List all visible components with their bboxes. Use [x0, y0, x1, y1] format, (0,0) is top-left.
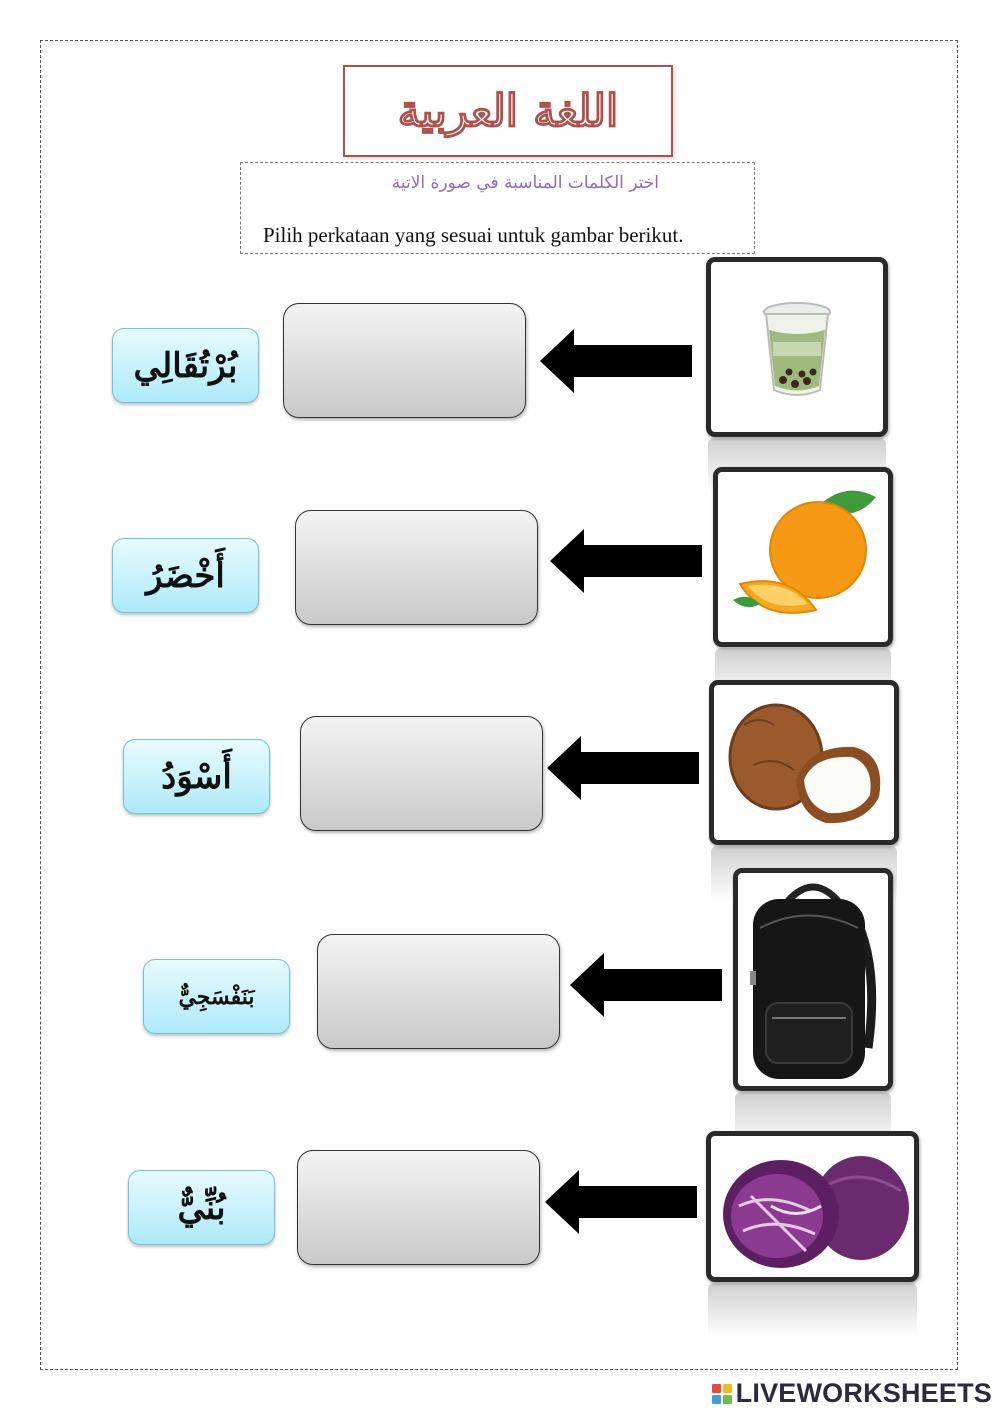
footer-brand-text: LIVEWORKSHEETS	[735, 1378, 992, 1408]
instruction-malay: Pilih perkataan yang sesuai untuk gambar berikut.	[263, 223, 684, 247]
word-card-3[interactable]	[123, 739, 270, 814]
orange-fruit-icon	[718, 472, 888, 642]
logo-grid-icon	[712, 1384, 732, 1404]
answer-drop-box-5[interactable]	[297, 1150, 540, 1265]
answer-drop-box-4[interactable]	[317, 934, 560, 1049]
title-box	[343, 65, 673, 157]
answer-drop-box-1[interactable]	[283, 303, 526, 418]
picture-frame-2	[713, 467, 893, 647]
word-card-2[interactable]	[112, 538, 259, 613]
left-arrow-icon	[545, 1170, 697, 1234]
black-backpack-icon	[738, 873, 888, 1086]
picture-frame-4	[733, 868, 893, 1091]
left-arrow-icon	[547, 736, 699, 800]
picture-frame-5	[706, 1131, 919, 1282]
answer-drop-box-3[interactable]	[300, 716, 543, 831]
word-card-5[interactable]	[128, 1170, 275, 1245]
word-label: أَخْضَرُ	[146, 555, 225, 596]
instruction-arabic: اختر الكلمات المناسبة في صورة الاتية	[391, 173, 659, 193]
page-title: اللغة العربية	[397, 85, 619, 137]
word-label: أَسْوَدُ	[161, 756, 232, 797]
left-arrow-icon	[570, 953, 722, 1017]
picture-frame-1	[706, 257, 888, 437]
word-card-4[interactable]	[143, 959, 290, 1034]
word-card-1[interactable]	[112, 328, 259, 403]
word-label: بَنَفْسَجِيٌّ	[178, 983, 255, 1010]
picture-frame-3	[709, 680, 899, 845]
left-arrow-icon	[550, 529, 702, 593]
liveworksheets-logo	[712, 1378, 992, 1409]
answer-drop-box-2[interactable]	[295, 510, 538, 625]
bubble-tea-cup-icon	[711, 262, 883, 432]
word-label: بُنِّيٌّ	[177, 1187, 226, 1228]
picture-reflection	[708, 1283, 917, 1338]
coconut-icon	[714, 685, 894, 840]
word-label: بُرْتُقَالِي	[133, 345, 238, 386]
left-arrow-icon	[540, 329, 692, 393]
instruction-box	[240, 162, 755, 254]
red-cabbage-icon	[711, 1136, 914, 1277]
